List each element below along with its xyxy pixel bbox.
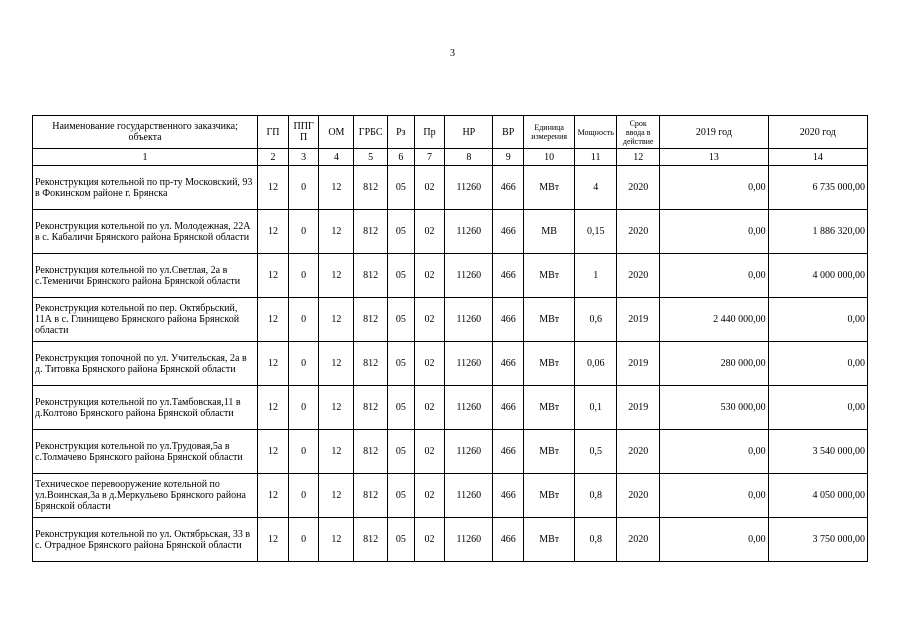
cell-name: Реконструкция котельной по ул.Трудовая,5а в с.Толмачево Брянского района Брянской области	[33, 430, 258, 474]
table-row	[33, 166, 868, 210]
cell-gp: 12	[258, 298, 289, 342]
cell-2020: 3 540 000,00	[768, 430, 867, 474]
cell-gp: 12	[258, 474, 289, 518]
cell-pr: 02	[414, 254, 445, 298]
cell-2019: 0,00	[660, 518, 768, 562]
table-row	[33, 298, 868, 342]
cell-om: 12	[319, 474, 354, 518]
cell-2020: 0,00	[768, 342, 867, 386]
cell-grbs: 812	[354, 298, 388, 342]
cell-ppgp: 0	[288, 430, 319, 474]
cell-grbs: 812	[354, 210, 388, 254]
cell-2020: 1 886 320,00	[768, 210, 867, 254]
cell-gp: 12	[258, 254, 289, 298]
table-body	[33, 166, 868, 562]
cell-nr: 11260	[445, 210, 493, 254]
col-number: 14	[768, 149, 867, 166]
cell-term: 2020	[617, 430, 660, 474]
col-number: 6	[388, 149, 415, 166]
cell-2020: 3 750 000,00	[768, 518, 867, 562]
table-row	[33, 254, 868, 298]
page-number: 3	[450, 48, 455, 59]
cell-grbs: 812	[354, 430, 388, 474]
cell-nr: 11260	[445, 298, 493, 342]
cell-om: 12	[319, 298, 354, 342]
cell-name: Реконструкция котельной по пер. Октябрьский, 11А в с. Глинищево Брянского района Брянской области	[33, 298, 258, 342]
col-header-2019: 2019 год	[660, 116, 768, 149]
cell-name: Реконструкция топочной по ул. Учительская, 2а в д. Титовка Брянского района Брянской области	[33, 342, 258, 386]
cell-ppgp: 0	[288, 254, 319, 298]
col-number: 2	[258, 149, 289, 166]
cell-2019: 0,00	[660, 166, 768, 210]
cell-vr: 466	[493, 254, 524, 298]
cell-ppgp: 0	[288, 210, 319, 254]
cell-2020: 0,00	[768, 298, 867, 342]
cell-power: 4	[575, 166, 617, 210]
col-header-om: ОМ	[319, 116, 354, 149]
col-header-unit: Единица измерения	[524, 116, 575, 149]
cell-gp: 12	[258, 518, 289, 562]
cell-term: 2019	[617, 342, 660, 386]
cell-ppgp: 0	[288, 166, 319, 210]
col-header-name: Наименование государственного заказчика; объекта	[33, 116, 258, 149]
cell-2019: 0,00	[660, 474, 768, 518]
cell-2019: 0,00	[660, 430, 768, 474]
cell-2019: 530 000,00	[660, 386, 768, 430]
cell-term: 2020	[617, 518, 660, 562]
cell-name: Реконструкция котельной по ул. Молодежная, 22А в с. Кабаличи Брянского района Брянской области	[33, 210, 258, 254]
cell-2019: 280 000,00	[660, 342, 768, 386]
cell-pr: 02	[414, 430, 445, 474]
cell-rz: 05	[388, 518, 415, 562]
cell-rz: 05	[388, 210, 415, 254]
cell-ppgp: 0	[288, 342, 319, 386]
cell-pr: 02	[414, 386, 445, 430]
table-row	[33, 518, 868, 562]
col-number: 12	[617, 149, 660, 166]
cell-term: 2020	[617, 166, 660, 210]
cell-grbs: 812	[354, 166, 388, 210]
cell-om: 12	[319, 254, 354, 298]
table-row	[33, 474, 868, 518]
cell-ppgp: 0	[288, 518, 319, 562]
cell-gp: 12	[258, 430, 289, 474]
cell-2020: 4 000 000,00	[768, 254, 867, 298]
cell-name: Реконструкция котельной по ул.Светлая, 2а в с.Теменичи Брянского района Брянской области	[33, 254, 258, 298]
cell-om: 12	[319, 386, 354, 430]
cell-grbs: 812	[354, 474, 388, 518]
cell-nr: 11260	[445, 166, 493, 210]
cell-pr: 02	[414, 342, 445, 386]
cell-power: 0,6	[575, 298, 617, 342]
cell-gp: 12	[258, 342, 289, 386]
col-header-rz: Рз	[388, 116, 415, 149]
cell-unit: МВт	[524, 518, 575, 562]
col-number: 5	[354, 149, 388, 166]
cell-gp: 12	[258, 166, 289, 210]
cell-rz: 05	[388, 254, 415, 298]
cell-2019: 0,00	[660, 210, 768, 254]
col-header-term: Срок ввода в действие	[617, 116, 660, 149]
col-number: 1	[33, 149, 258, 166]
col-number: 9	[493, 149, 524, 166]
col-header-ppgp: ППГ П	[288, 116, 319, 149]
col-header-power: Мощность	[575, 116, 617, 149]
cell-grbs: 812	[354, 386, 388, 430]
cell-power: 0,8	[575, 518, 617, 562]
cell-unit: МВт	[524, 430, 575, 474]
cell-rz: 05	[388, 430, 415, 474]
cell-om: 12	[319, 166, 354, 210]
cell-power: 0,5	[575, 430, 617, 474]
cell-rz: 05	[388, 386, 415, 430]
cell-gp: 12	[258, 210, 289, 254]
cell-rz: 05	[388, 166, 415, 210]
cell-om: 12	[319, 210, 354, 254]
cell-unit: МВт	[524, 166, 575, 210]
cell-rz: 05	[388, 474, 415, 518]
column-number-row	[33, 149, 868, 166]
col-number: 3	[288, 149, 319, 166]
cell-vr: 466	[493, 166, 524, 210]
cell-vr: 466	[493, 342, 524, 386]
cell-2019: 0,00	[660, 254, 768, 298]
cell-ppgp: 0	[288, 298, 319, 342]
cell-2019: 2 440 000,00	[660, 298, 768, 342]
col-header-gp: ГП	[258, 116, 289, 149]
cell-unit: МВт	[524, 386, 575, 430]
cell-vr: 466	[493, 430, 524, 474]
cell-pr: 02	[414, 518, 445, 562]
col-number: 8	[445, 149, 493, 166]
header-row	[33, 116, 868, 149]
cell-term: 2020	[617, 474, 660, 518]
cell-power: 1	[575, 254, 617, 298]
cell-unit: МВт	[524, 298, 575, 342]
cell-vr: 466	[493, 210, 524, 254]
cell-nr: 11260	[445, 386, 493, 430]
cell-vr: 466	[493, 474, 524, 518]
table-row	[33, 386, 868, 430]
cell-grbs: 812	[354, 254, 388, 298]
cell-rz: 05	[388, 298, 415, 342]
cell-term: 2020	[617, 254, 660, 298]
col-number: 4	[319, 149, 354, 166]
cell-power: 0,1	[575, 386, 617, 430]
cell-name: Реконструкция котельной по ул. Октябрьская, 33 в с. Отрадное Брянского района Брянской области	[33, 518, 258, 562]
cell-term: 2020	[617, 210, 660, 254]
col-header-2020: 2020 год	[768, 116, 867, 149]
cell-pr: 02	[414, 298, 445, 342]
cell-name: Реконструкция котельной по ул.Тамбовская,11 в д.Колтово Брянского района Брянской области	[33, 386, 258, 430]
cell-name: Реконструкция котельной по пр-ту Московский, 93 в Фокинском районе г. Брянска	[33, 166, 258, 210]
cell-unit: МВт	[524, 254, 575, 298]
col-number: 7	[414, 149, 445, 166]
cell-nr: 11260	[445, 518, 493, 562]
cell-name: Техническое перевооружение котельной по ул.Воинская,3а в д.Меркульево Брянского района Брянской области	[33, 474, 258, 518]
table-row	[33, 430, 868, 474]
cell-pr: 02	[414, 166, 445, 210]
cell-term: 2019	[617, 386, 660, 430]
cell-pr: 02	[414, 474, 445, 518]
col-header-nr: НР	[445, 116, 493, 149]
cell-pr: 02	[414, 210, 445, 254]
cell-rz: 05	[388, 342, 415, 386]
table-row	[33, 342, 868, 386]
cell-nr: 11260	[445, 430, 493, 474]
cell-nr: 11260	[445, 474, 493, 518]
cell-2020: 6 735 000,00	[768, 166, 867, 210]
cell-power: 0,8	[575, 474, 617, 518]
cell-grbs: 812	[354, 518, 388, 562]
cell-2020: 0,00	[768, 386, 867, 430]
cell-ppgp: 0	[288, 474, 319, 518]
cell-unit: МВт	[524, 342, 575, 386]
cell-grbs: 812	[354, 342, 388, 386]
cell-unit: МВт	[524, 474, 575, 518]
col-number: 13	[660, 149, 768, 166]
cell-unit: МВ	[524, 210, 575, 254]
cell-om: 12	[319, 518, 354, 562]
cell-om: 12	[319, 342, 354, 386]
col-number: 10	[524, 149, 575, 166]
cell-2020: 4 050 000,00	[768, 474, 867, 518]
cell-gp: 12	[258, 386, 289, 430]
cell-ppgp: 0	[288, 386, 319, 430]
cell-nr: 11260	[445, 342, 493, 386]
cell-power: 0,06	[575, 342, 617, 386]
cell-nr: 11260	[445, 254, 493, 298]
cell-vr: 466	[493, 386, 524, 430]
col-header-grbs: ГРБС	[354, 116, 388, 149]
col-header-pr: Пр	[414, 116, 445, 149]
col-header-vr: ВР	[493, 116, 524, 149]
cell-om: 12	[319, 430, 354, 474]
cell-power: 0,15	[575, 210, 617, 254]
table-row	[33, 210, 868, 254]
cell-vr: 466	[493, 518, 524, 562]
cell-vr: 466	[493, 298, 524, 342]
budget-table	[32, 115, 868, 562]
cell-term: 2019	[617, 298, 660, 342]
col-number: 11	[575, 149, 617, 166]
